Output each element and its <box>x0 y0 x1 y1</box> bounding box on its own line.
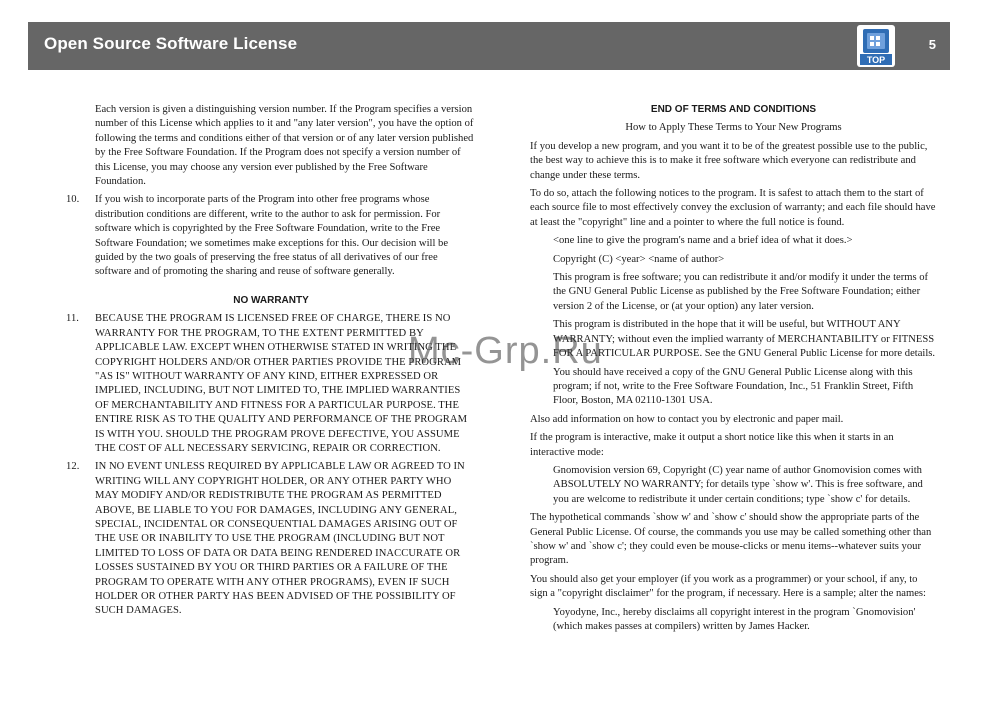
item-number: 10. <box>66 194 80 206</box>
item-text: If you wish to incorporate parts of the Program into other free programs whose distribution conditions are different, write to the author to ask for permission. For software which is copyrighted by the Free Software Foundation, write to the Free Software Foundation; we sometimes make exceptions for this. Our decision will be guided by the two goals of preserving the free status of all derivatives of our free software and of promoting the sharing and reuse of software generally. <box>95 194 449 278</box>
left-column <box>66 103 476 623</box>
page-number: 5 <box>928 37 936 52</box>
paragraph: Also add information on how to contact you by electronic and paper mail. <box>530 413 844 425</box>
no-warranty-heading: NO WARRANTY <box>233 294 309 306</box>
list-item-10 <box>66 193 476 279</box>
list-item-11 <box>66 312 476 456</box>
right-column <box>530 103 937 638</box>
item-number: 12. <box>66 461 80 473</box>
paragraph: If you develop a new program, and you want it to be of the greatest possible use to the public, the best way to achieve this is to make it free software which everyone can redistribute and change under these terms. <box>530 140 928 181</box>
notice-paragraph: This program is free software; you can redistribute it and/or modify it under the terms of the GNU General Public License as published by the Free Software Foundation; either version 2 of the License, or (at your option) any later version. <box>553 272 929 312</box>
item-number: 11. <box>66 313 79 325</box>
list-item-12 <box>66 460 476 618</box>
how-to-subheading: How to Apply These Terms to Your New Programs <box>625 122 842 134</box>
end-of-terms-heading: END OF TERMS AND CONDITIONS <box>650 104 817 115</box>
paragraph: The hypothetical commands `show w' and `show c' should show the appropriate parts of the General Public License. Of course, the commands you use may be called something other than `show w' and `show c'; they could even be mouse-clicks or menu items--whatever suits your program. <box>530 512 932 567</box>
item-text: BECAUSE THE PROGRAM IS LICENSED FREE OF CHARGE, THERE IS NO WARRANTY FOR THE PROGRAM, TO THE EXTENT PERMITTED BY APPLICABLE LAW. EXCEPT WHEN OTHERWISE STATED IN WRITING THE COPYRIGHT HOLDERS AND/OR OTHER PARTIES PROVIDE THE PROGRAM "AS IS" WITHOUT WARRANTY OF ANY KIND, EITHER EXPRESSED OR IMPLIED, INCLUDING, BUT NOT LIMITED TO, THE IMPLIED WARRANTIES OF MERCHANTABILITY AND FITNESS FOR A PARTICULAR PURPOSE. THE ENTIRE RISK AS TO THE QUALITY AND PERFORMANCE OF THE PROGRAM IS WITH YOU. SHOULD THE PROGRAM PROVE DEFECTIVE, YOU ASSUME THE COST OF ALL NECESSARY SERVICING, REPAIR OR CORRECTION. <box>95 313 468 454</box>
notice-paragraph: Gnomovision version 69, Copyright (C) year name of author Gnomovision comes with ABSOLUTELY NO WARRANTY; for details type `show w'. This is free software, and you are welcome to redistribute it under certain conditions; type `show c' for details. <box>553 464 923 505</box>
paragraph: If the program is interactive, make it output a short notice like this when it starts in an interactive mode: <box>530 432 894 458</box>
page-title: Open Source Software License <box>44 34 298 53</box>
notice-line: <one line to give the program's name and a brief idea of what it does.> <box>553 235 853 247</box>
notice-paragraph: Yoyodyne, Inc., hereby disclaims all copyright interest in the program `Gnomovision' (which makes passes at compilers) written by James Hacker. <box>553 606 916 632</box>
notice-paragraph: This program is distributed in the hope that it will be useful, but WITHOUT ANY WARRANTY; without even the implied warranty of MERCHANTABILITY or FITNESS FOR A PARTICULAR PURPOSE. See the GNU General Public License for more details. <box>553 319 936 360</box>
notice-line: Copyright (C) <year> <name of author> <box>553 253 725 265</box>
page-header <box>28 22 950 70</box>
paragraph-version: Each version is given a distinguishing version number. If the Program specifies a version number of this License which applies to it and "any later version", you have the option of following the terms and conditions either of that version or of any later version published by the Free Software Foundation. If the Program does not specify a version number of this License, you may choose any version ever published by the Free Software Foundation. <box>95 104 474 188</box>
paragraph: You should also get your employer (if you work as a programmer) or your school, if any, to sign a "copyright disclaimer" for the program, if necessary. Here is a sample; alter the names: <box>530 573 926 600</box>
item-text: IN NO EVENT UNLESS REQUIRED BY APPLICABLE LAW OR AGREED TO IN WRITING WILL ANY COPYRIGHT HOLDER, OR ANY OTHER PARTY WHO MAY MODIFY AND/OR REDISTRIBUTE THE PROGRAM AS PERMITTED ABOVE, BE LIABLE TO YOU FOR DAMAGES, INCLUDING ANY GENERAL, SPECIAL, INCIDENTAL OR CONSEQUENTIAL DAMAGES ARISING OUT OF THE USE OR INABILITY TO USE THE PROGRAM (INCLUDING BUT NOT LIMITED TO LOSS OF DATA OR DATA BEING RENDERED INACCURATE OR LOSSES SUSTAINED BY YOU OR THIRD PARTIES OR A FAILURE OF THE PROGRAM TO OPERATE WITH ANY OTHER PROGRAMS), EVEN IF SUCH HOLDER OR OTHER PARTY HAS BEEN ADVISED OF THE POSSIBILITY OF SUCH DAMAGES. <box>95 461 465 617</box>
notice-paragraph: You should have received a copy of the GNU General Public License along with this program; if not, write to the Free Software Foundation, Inc., 51 Franklin Street, Fifth Floor, Boston, MA 02110-1301 USA. <box>553 366 914 407</box>
top-button[interactable] <box>856 24 896 68</box>
watermark: Mc-Grp.Ru <box>408 330 603 372</box>
top-label: TOP <box>866 55 886 65</box>
home-icon <box>856 24 896 68</box>
paragraph: To do so, attach the following notices to the program. It is safest to attach them to the start of each source file to most effectively convey the exclusion of warranty; and each file should have at least the "copyright" line and a pointer to where the full notice is found. <box>530 188 936 228</box>
